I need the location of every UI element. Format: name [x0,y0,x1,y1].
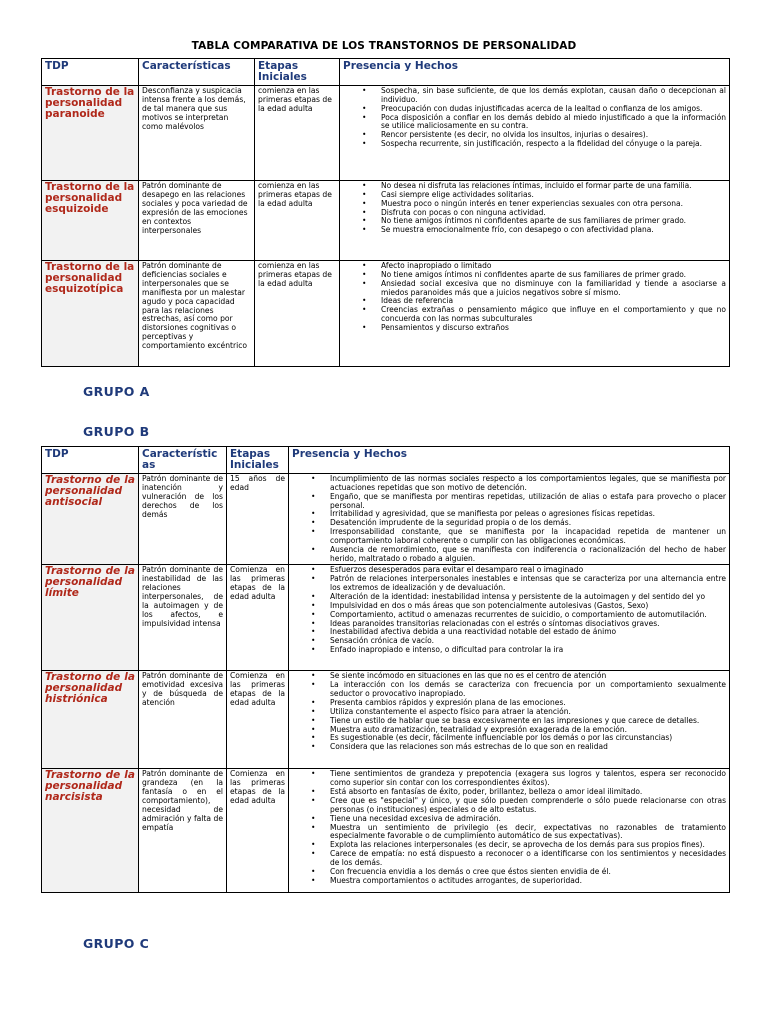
table-header-row [42,447,730,474]
facts-cell [340,261,730,367]
header-presencia: Presencia y Hechos [289,447,730,474]
list-item: • Considera que las relaciones son más estrechas de lo que son en realidad [330,743,726,752]
list-item: • Presenta cambios rápidos y expresión plana de las emociones. [330,699,726,708]
list-item: • Esfuerzos desesperados para evitar el desamparo real o imaginado [330,566,726,575]
list-item: • Pensamientos y discurso extraños [381,324,726,333]
list-item: • Engaño, que se manifiesta por mentiras repetidas, utilización de alias o estafa para provecho o placer personal. [330,493,726,511]
list-item: • Alteración de la identidad: inestabilidad intensa y persistente de la autoimagen y del sentido del yo [330,593,726,602]
header-presencia: Presencia y Hechos [340,59,730,86]
group-a-label: GRUPO A [83,384,150,399]
stage-cell: Comienza en las primeras etapas de la edad adulta [227,565,289,671]
list-item: • Incumplimiento de las normas sociales respecto a los comportamientos legales, que se manifiesta por actuaciones repetidas que son motivo de detención. [330,475,726,493]
table-row [42,769,730,893]
list-item: • Irresponsabilidad constante, que se manifiesta por la incapacidad repetida de mantener un comportamiento laboral coherente o cumplir con las obligaciones económicas. [330,528,726,546]
list-item: • Poca disposición a confiar en los demás debido al miedo injustificado a que la información se utilice maliciosamente en su contra. [381,114,726,132]
characteristics-cell: Patrón dominante de desapego en las relaciones sociales y poca variedad de expresión de las emociones en contextos interpersonales [139,181,255,261]
list-item: • Ausencia de remordimiento, que se manifiesta con indiferencia o racionalización del hecho de haber herido, maltratado o robado a alguien. [330,546,726,564]
disorder-name: Trastorno de la personalidad límite [42,565,139,671]
characteristics-cell: Patrón dominante de deficiencias sociales e interpersonales que se manifiesta por un malestar agudo y poca capacidad para las relaciones estrechas, así como por distorsiones cognitivas o perceptivas y comportamiento excéntrico [139,261,255,367]
disorder-name: Trastorno de la personalidad antisocial [42,474,139,565]
table-row [42,565,730,671]
table-header-row [42,59,730,86]
list-item: • Cree que es "especial" y único, y que sólo pueden comprenderle o sólo puede relacionarse con otras personas (o instituciones) especiales o de alto estatus. [330,797,726,815]
list-item: • Utiliza constantemente el aspecto físico para atraer la atención. [330,708,726,717]
list-item: • Tiene sentimientos de grandeza y prepotencia (exagera sus logros y talentos, espera ser reconocido como superior sin contar con los correspondientes éxitos). [330,770,726,788]
facts-list [343,262,726,333]
stage-cell: comienza en las primeras etapas de la edad adulta [255,181,340,261]
header-etapas: Etapas Iniciales [255,59,340,86]
document-title: TABLA COMPARATIVA DE LOS TRANSTORNOS DE PERSONALIDAD [191,40,577,52]
list-item: • No desea ni disfruta las relaciones íntimas, incluido el formar parte de una familia. [381,182,726,191]
group-b-label: GRUPO B [83,424,150,439]
list-item: • Inestabilidad afectiva debida a una reactividad notable del estado de ánimo [330,628,726,637]
table-row [42,474,730,565]
facts-list [343,87,726,149]
list-item: • Sospecha recurrente, sin justificación, respecto a la fidelidad del cónyuge o la pareja. [381,140,726,149]
list-item: • Se siente incómodo en situaciones en las que no es el centro de atención [330,672,726,681]
list-item: • Muestra poco o ningún interés en tener experiencias sexuales con otra persona. [381,200,726,209]
stage-cell: comienza en las primeras etapas de la edad adulta [255,261,340,367]
group-c-label: GRUPO C [83,936,150,951]
facts-list [292,566,726,654]
characteristics-cell: Patrón dominante de inestabilidad de las relaciones interpersonales, de la autoimagen y de los afectos, e impulsividad intensa [139,565,227,671]
characteristics-cell: Desconfianza y suspicacia intensa frente a los demás, de tal manera que sus motivos se interpretan como malévolos [139,86,255,181]
disorder-name: Trastorno de la personalidad paranoide [42,86,139,181]
disorder-name: Trastorno de la personalidad histriónica [42,671,139,769]
header-tdp: TDP [42,447,139,474]
list-item: • La interacción con los demás se caracteriza con frecuencia por un comportamiento sexualmente seductor o provocativo inapropiado. [330,681,726,699]
list-item: • Impulsividad en dos o más áreas que son potencialmente autolesivas (Gastos, Sexo) [330,602,726,611]
list-item: • Tiene un estilo de hablar que se basa excesivamente en las impresiones y que carece de detalles. [330,717,726,726]
list-item: • Ideas de referencia [381,297,726,306]
table-row [42,261,730,367]
facts-list [343,182,726,235]
list-item: • Casi siempre elige actividades solitarias. [381,191,726,200]
list-item: • Afecto inapropiado o limitado [381,262,726,271]
stage-cell: 15 años de edad [227,474,289,565]
list-item: • Patrón de relaciones interpersonales inestables e intensas que se caracteriza por una alternancia entre los extremos de idealización y de devaluación. [330,575,726,593]
facts-cell [340,86,730,181]
header-etapas: Etapas Iniciales [227,447,289,474]
stage-cell: Comienza en las primeras etapas de la edad adulta [227,671,289,769]
list-item: • Ansiedad social excesiva que no disminuye con la familiaridad y tiende a asociarse a miedos paranoides más que a juicios negativos sobre sí mismo. [381,280,726,298]
list-item: • Preocupación con dudas injustificadas acerca de la lealtad o confianza de los amigos. [381,105,726,114]
list-item: • Muestra comportamientos o actitudes arrogantes, de superioridad. [330,877,726,886]
list-item: • Tiene una necesidad excesiva de admiración. [330,815,726,824]
list-item: • Comportamiento, actitud o amenazas recurrentes de suicidio, o comportamiento de automutilación. [330,611,726,620]
table-group-b [41,446,730,893]
facts-cell [289,565,730,671]
facts-list [292,770,726,885]
list-item: • Con frecuencia envidia a los demás o cree que éstos sienten envidia de él. [330,868,726,877]
list-item: • Muestra auto dramatización, teatralidad y expresión exagerada de la emoción. [330,726,726,735]
facts-cell [289,474,730,565]
stage-cell: comienza en las primeras etapas de la edad adulta [255,86,340,181]
list-item: • Sospecha, sin base suficiente, de que los demás explotan, causan daño o decepcionan al individuo. [381,87,726,105]
facts-cell [289,671,730,769]
characteristics-cell: Patrón dominante de inatención y vulneración de los derechos de los demás [139,474,227,565]
table-row [42,181,730,261]
list-item: • Está absorto en fantasías de éxito, poder, brillantez, belleza o amor ideal ilimitado. [330,788,726,797]
stage-cell: Comienza en las primeras etapas de la edad adulta [227,769,289,893]
list-item: • Ideas paranoides transitorias relacionadas con el estrés o síntomas disociativos graves. [330,620,726,629]
disorder-name: Trastorno de la personalidad esquizotípica [42,261,139,367]
list-item: • Se muestra emocionalmente frío, con desapego o con afectividad plana. [381,226,726,235]
disorder-name: Trastorno de la personalidad narcisista [42,769,139,893]
list-item: • No tiene amigos íntimos ni confidentes aparte de sus familiares de primer grado. [381,217,726,226]
table-row [42,86,730,181]
facts-list [292,672,726,752]
list-item: • Muestra un sentimiento de privilegio (es decir, expectativas no razonables de tratamiento especialmente favorable o de cumplimiento automático de sus expectativas). [330,824,726,842]
facts-cell [289,769,730,893]
list-item: • Enfado inapropiado e intenso, o dificultad para controlar la ira [330,646,726,655]
characteristics-cell: Patrón dominante de grandeza (en la fantasía o en el comportamiento), necesidad de admiración y falta de empatía [139,769,227,893]
list-item: • Creencias extrañas o pensamiento mágico que influye en el comportamiento y que no concuerda con las normas subculturales [381,306,726,324]
facts-list [292,475,726,563]
list-item: • Rencor persistente (es decir, no olvida los insultos, injurias o desaires). [381,131,726,140]
table-group-a [41,58,730,367]
header-caracteristicas: Características [139,59,255,86]
list-item: • Sensación crónica de vacío. [330,637,726,646]
header-tdp: TDP [42,59,139,86]
characteristics-cell: Patrón dominante de emotividad excesiva y de búsqueda de atención [139,671,227,769]
list-item: • Explota las relaciones interpersonales (es decir, se aprovecha de los demás para sus propios fines). [330,841,726,850]
list-item: • Es sugestionable (es decir, fácilmente influenciable por los demás o por las circunstancias) [330,734,726,743]
header-caracteristicas: Características [139,447,227,474]
table-row [42,671,730,769]
disorder-name: Trastorno de la personalidad esquizoide [42,181,139,261]
list-item: • Irritabilidad y agresividad, que se manifiesta por peleas o agresiones físicas repetidas. [330,510,726,519]
list-item: • Carece de empatía: no está dispuesto a reconocer o a identificarse con los sentimientos y necesidades de los demás. [330,850,726,868]
list-item: • Disfruta con pocas o con ninguna actividad. [381,209,726,218]
facts-cell [340,181,730,261]
list-item: • Desatención imprudente de la seguridad propia o de los demás. [330,519,726,528]
list-item: • No tiene amigos íntimos ni confidentes aparte de sus familiares de primer grado. [381,271,726,280]
